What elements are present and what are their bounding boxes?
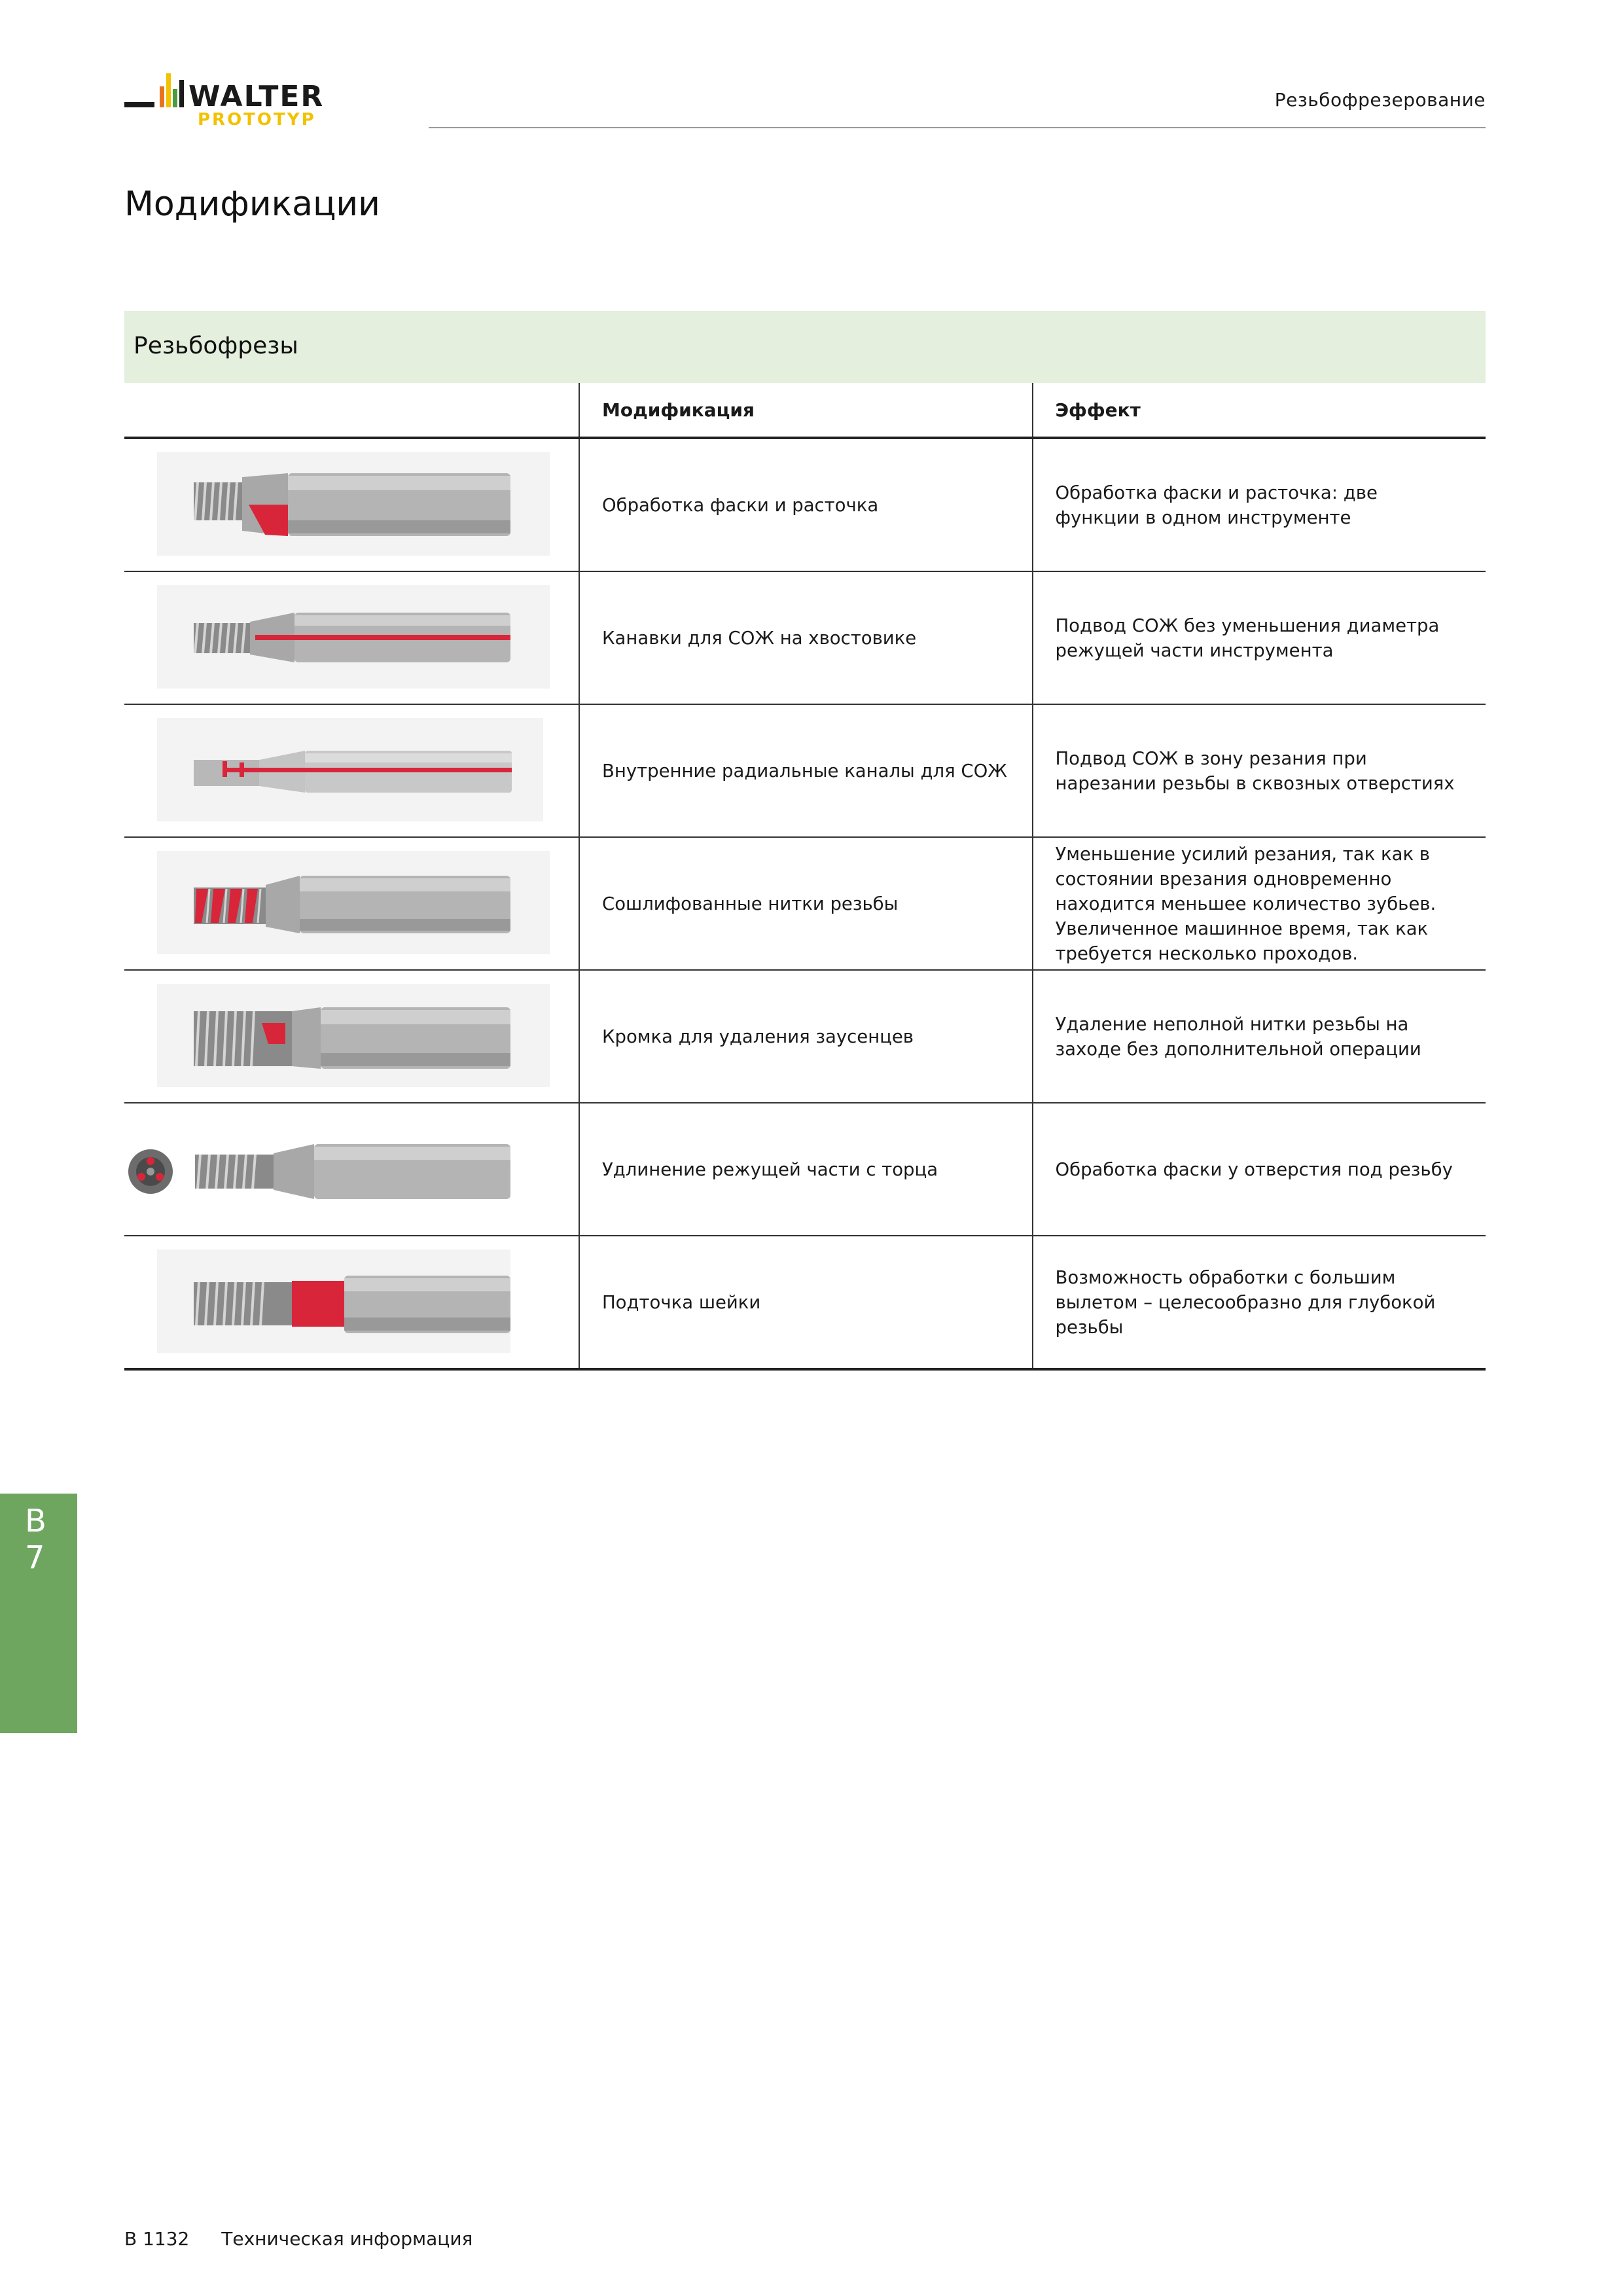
effect-text: Обработка фаски и расточка: две функции в одном инструменте — [1033, 438, 1486, 571]
table-row — [124, 837, 1486, 970]
modification-text: Сошлифованные нитки резьбы — [579, 837, 1033, 970]
header-modification: Модификация — [579, 383, 1033, 438]
logo-submark: PROTOTYP — [198, 110, 316, 130]
table-row — [124, 970, 1486, 1103]
thread-mill-neck-undercut-image — [124, 1236, 579, 1368]
walter-prototyp-logo — [124, 60, 399, 132]
thread-mill-ground-threads-image — [124, 838, 579, 969]
thread-mill-coolant-grooves-image — [124, 572, 579, 704]
effect-text: Подвод СОЖ в зону резания при нарезании резьбы в сквозных отверстиях — [1033, 704, 1486, 837]
tool-image-cell — [124, 837, 579, 970]
tool-image-cell — [124, 970, 579, 1103]
modification-text: Подточка шейки — [579, 1236, 1033, 1369]
modification-text: Обработка фаски и расточка — [579, 438, 1033, 571]
modification-text: Удлинение режущей части с торца — [579, 1103, 1033, 1236]
header-divider — [429, 127, 1486, 128]
effect-text: Удаление неполной нитки резьбы на заходе без дополнительной операции — [1033, 970, 1486, 1103]
thread-mill-internal-coolant-image — [124, 705, 579, 836]
page-title: Модификации — [124, 185, 380, 224]
header-section-title: Резьбофрезерование — [1274, 89, 1486, 111]
header-image-column — [124, 383, 579, 438]
table-row — [124, 704, 1486, 837]
modifications-table — [124, 383, 1486, 1371]
tool-image-cell — [124, 1236, 579, 1369]
section-band-title: Резьбофрезы — [134, 332, 298, 359]
effect-text: Подвод СОЖ без уменьшения диаметра режущей части инструмента — [1033, 571, 1486, 704]
table-row — [124, 1236, 1486, 1369]
logo-wordmark: WALTER — [188, 80, 325, 113]
modification-text: Внутренние радиальные каналы для СОЖ — [579, 704, 1033, 837]
table-row — [124, 438, 1486, 571]
header-effect: Эффект — [1033, 383, 1486, 438]
footer-title: Техническая информация — [221, 2228, 473, 2250]
chapter-tab-label: B 7 — [25, 1503, 48, 1576]
tool-image-cell — [124, 704, 579, 837]
modification-text: Кромка для удаления заусенцев — [579, 970, 1033, 1103]
section-band — [124, 311, 1486, 383]
page-footer — [124, 2228, 473, 2250]
thread-mill-deburring-edge-image — [124, 971, 579, 1102]
tool-image-cell — [124, 1103, 579, 1236]
effect-text: Уменьшение усилий резания, так как в состоянии врезания одновременно находится меньшее количество зубьев. Увеличенное машинное время, так как требуется несколько проходов. — [1033, 837, 1486, 970]
thread-mill-chamfer-image — [124, 439, 579, 571]
page-number: B 1132 — [124, 2228, 190, 2250]
table-row — [124, 1103, 1486, 1236]
tool-image-cell — [124, 438, 579, 571]
chapter-side-tab — [0, 1494, 77, 1733]
thread-mill-face-extension-image — [124, 1103, 579, 1235]
tool-image-cell — [124, 571, 579, 704]
table-row — [124, 571, 1486, 704]
modification-text: Канавки для СОЖ на хвостовике — [579, 571, 1033, 704]
effect-text: Обработка фаски у отверстия под резьбу — [1033, 1103, 1486, 1236]
table-header-row — [124, 383, 1486, 438]
effect-text: Возможность обработки с большим вылетом – целесообразно для глубокой резьбы — [1033, 1236, 1486, 1369]
